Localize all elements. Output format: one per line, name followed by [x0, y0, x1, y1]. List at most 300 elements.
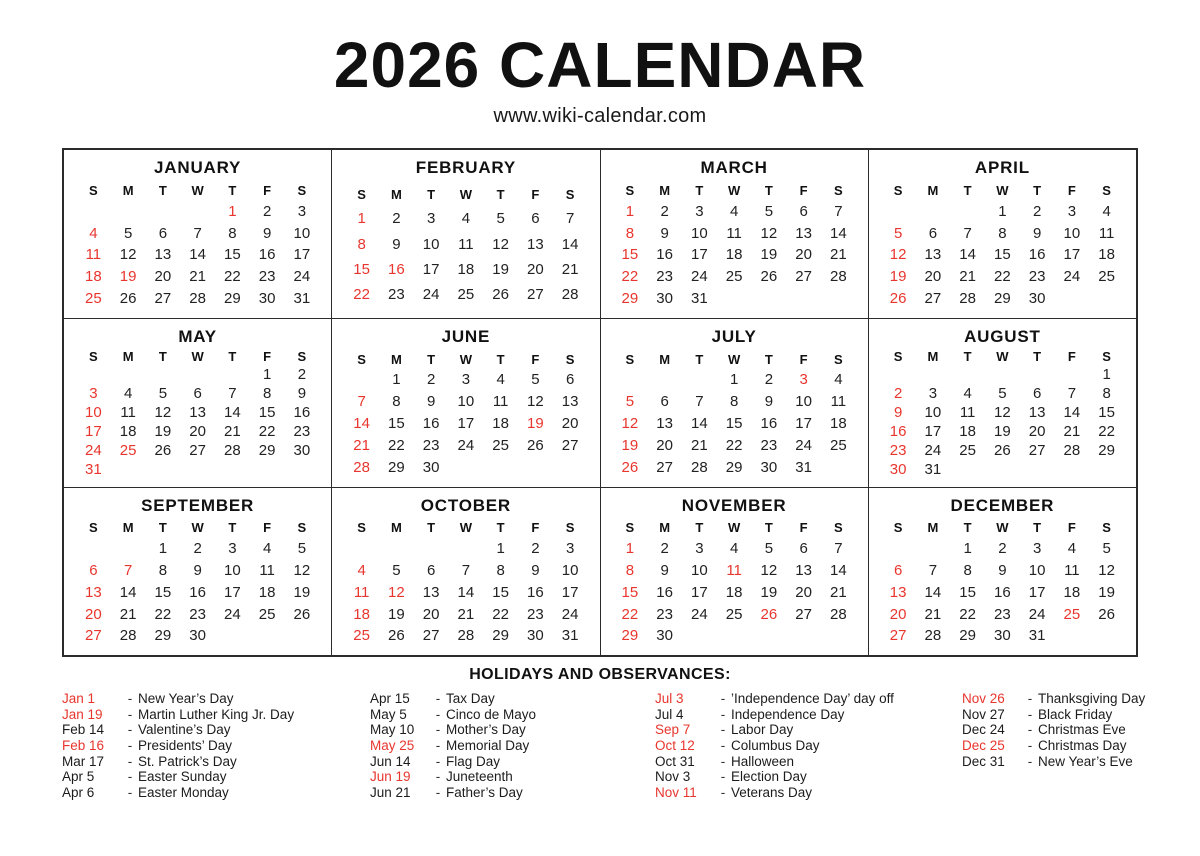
week-row	[344, 393, 587, 410]
holiday-date: Jul 4	[655, 706, 684, 722]
weekday-header: S	[89, 348, 98, 364]
month-title: FEBRUARY	[415, 158, 516, 178]
week-row	[76, 268, 319, 285]
day-number: 25	[830, 436, 847, 454]
holiday-item	[370, 769, 655, 785]
day-number: 28	[189, 289, 206, 307]
day-number: 8	[392, 393, 401, 411]
day-number: 13	[656, 415, 673, 433]
day-number: 12	[388, 583, 405, 601]
day-number: 30	[1028, 289, 1046, 307]
month-july	[601, 319, 868, 487]
holiday-separator: -	[720, 753, 726, 769]
month-grid	[613, 347, 856, 481]
empty-day-cell	[717, 627, 752, 644]
holiday-name: Columbus Day	[731, 737, 820, 753]
day-number: 21	[189, 268, 206, 286]
day-number: 24	[85, 442, 102, 460]
day-number: 30	[656, 289, 673, 307]
empty-day-cell	[414, 540, 449, 557]
holiday-name: Tax Day	[446, 691, 495, 707]
holiday-date: Dec 25	[962, 737, 1005, 753]
weekday-header: W	[459, 186, 473, 202]
empty-day-cell	[344, 540, 379, 557]
holiday-name: Valentine’s Day	[138, 722, 231, 738]
day-number: 26	[293, 605, 311, 623]
day-number: 21	[924, 605, 942, 623]
weekday-header-row	[344, 352, 587, 367]
month-title: OCTOBER	[420, 495, 512, 515]
weekday-header: T	[1033, 348, 1042, 364]
day-number: 19	[994, 423, 1011, 441]
week-row	[613, 246, 856, 263]
day-number: 6	[799, 540, 808, 558]
day-number: 12	[1098, 561, 1115, 579]
day-number: 2	[764, 371, 774, 389]
day-number: 11	[259, 561, 275, 579]
day-number: 3	[799, 371, 808, 389]
holiday-item	[655, 691, 962, 707]
day-number: 18	[258, 583, 276, 601]
week-row	[344, 210, 587, 227]
day-number: 5	[764, 540, 774, 558]
day-number: 6	[799, 202, 808, 220]
week-row	[76, 423, 319, 440]
day-number: 1	[392, 371, 401, 389]
week-row	[344, 437, 587, 454]
day-number: 7	[228, 385, 237, 403]
holiday-separator: -	[127, 753, 133, 769]
weekday-header: M	[927, 182, 939, 198]
day-number: 11	[830, 393, 847, 411]
day-number: 25	[725, 268, 743, 286]
month-grid	[344, 347, 587, 481]
day-number: 23	[422, 436, 440, 454]
empty-day-cell	[111, 366, 146, 383]
day-number: 2	[262, 202, 272, 220]
day-number: 7	[928, 561, 938, 579]
empty-day-cell	[250, 627, 285, 644]
holiday-item	[655, 769, 962, 785]
weekday-header-row	[881, 349, 1124, 364]
day-number: 23	[293, 423, 311, 441]
day-number: 2	[998, 540, 1007, 558]
holiday-item	[62, 738, 370, 754]
day-number: 21	[959, 268, 976, 286]
holiday-separator: -	[435, 769, 441, 785]
day-number: 25	[725, 605, 743, 623]
day-number: 20	[85, 605, 102, 623]
empty-day-cell	[76, 540, 111, 557]
holiday-name: Easter Monday	[138, 784, 229, 800]
weekday-header: F	[799, 520, 808, 536]
weekday-header-row	[344, 520, 587, 535]
empty-day-cell	[285, 627, 320, 644]
day-number: 1	[1102, 366, 1111, 383]
day-number: 27	[527, 286, 544, 304]
weekday-header: S	[1102, 348, 1111, 364]
day-number: 13	[795, 224, 812, 242]
empty-day-cell	[916, 203, 951, 220]
day-number: 15	[388, 415, 405, 433]
day-number: 12	[621, 415, 639, 433]
day-number: 22	[725, 436, 743, 454]
day-number: 4	[834, 371, 843, 389]
day-number: 13	[527, 235, 544, 253]
month-title: NOVEMBER	[681, 495, 787, 515]
holiday-separator: -	[435, 691, 441, 707]
holiday-date: Apr 15	[370, 691, 410, 707]
day-number: 26	[154, 442, 172, 460]
day-number: 10	[691, 224, 708, 242]
day-number: 26	[1098, 605, 1115, 623]
holiday-name: New Year’s Day	[138, 691, 234, 707]
day-number: 26	[492, 286, 509, 304]
day-number: 28	[119, 627, 137, 645]
day-number: 10	[924, 404, 942, 422]
weekday-header: T	[963, 520, 972, 536]
weekday-header: M	[659, 351, 671, 367]
month-march	[601, 150, 868, 318]
holiday-separator: -	[127, 769, 133, 785]
day-number: 14	[189, 246, 206, 264]
empty-day-cell	[1055, 627, 1090, 644]
day-number: 8	[963, 561, 972, 579]
month-grid	[76, 178, 319, 312]
weekday-header: W	[191, 348, 204, 364]
day-number: 25	[1098, 268, 1115, 286]
day-number: 3	[228, 540, 237, 558]
day-number: 7	[565, 210, 575, 228]
empty-day-cell	[215, 366, 250, 383]
holiday-separator: -	[1027, 706, 1033, 722]
day-number: 4	[729, 202, 739, 220]
holiday-column	[370, 691, 655, 800]
holiday-item	[62, 691, 370, 707]
day-number: 17	[924, 423, 942, 441]
day-number: 27	[1028, 442, 1046, 460]
day-number: 15	[994, 246, 1011, 264]
holiday-item	[370, 785, 655, 801]
day-number: 22	[621, 268, 639, 286]
day-number: 2	[297, 366, 307, 383]
week-row	[76, 366, 319, 383]
weekday-header: W	[727, 182, 741, 198]
month-title: MARCH	[700, 158, 768, 178]
day-number: 13	[795, 561, 812, 579]
day-number: 24	[293, 268, 311, 286]
week-row	[613, 606, 856, 623]
day-number: 5	[158, 385, 168, 403]
holiday-item	[62, 769, 370, 785]
day-number: 11	[492, 393, 509, 411]
weekday-header: S	[565, 186, 575, 202]
week-row	[613, 627, 856, 644]
day-number: 1	[625, 540, 635, 558]
day-number: 22	[959, 605, 976, 623]
day-number: 24	[561, 605, 579, 623]
day-number: 19	[1098, 583, 1115, 601]
empty-day-cell	[682, 371, 717, 388]
empty-day-cell	[483, 459, 518, 476]
day-number: 19	[621, 436, 639, 454]
day-number: 31	[795, 458, 812, 476]
day-number: 1	[963, 540, 972, 558]
week-row	[613, 459, 856, 476]
day-number: 27	[85, 627, 102, 645]
day-number: 30	[527, 627, 544, 645]
day-number: 14	[1063, 404, 1081, 422]
month-grid	[613, 178, 856, 312]
empty-day-cell	[985, 461, 1020, 478]
day-number: 24	[1063, 268, 1081, 286]
day-number: 30	[656, 627, 673, 645]
weekday-header: M	[659, 520, 671, 536]
holiday-date: Nov 26	[962, 691, 1005, 707]
day-number: 22	[154, 605, 172, 623]
week-row	[881, 627, 1124, 644]
day-number: 9	[660, 561, 669, 579]
day-number: 27	[422, 627, 440, 645]
day-number: 29	[1098, 442, 1115, 460]
weekday-header: S	[297, 348, 307, 364]
holiday-item	[962, 754, 1160, 770]
day-number: 16	[760, 415, 778, 433]
day-number: 28	[561, 286, 579, 304]
day-number: 11	[120, 404, 136, 422]
month-title: JULY	[711, 326, 757, 346]
weekday-header: M	[659, 182, 671, 198]
holiday-column	[655, 691, 962, 800]
month-title: JANUARY	[154, 158, 242, 178]
day-number: 6	[193, 385, 202, 403]
weekday-header: M	[390, 520, 402, 536]
day-number: 17	[1063, 246, 1081, 264]
day-number: 12	[492, 235, 509, 253]
day-number: 18	[1098, 246, 1115, 264]
day-number: 24	[457, 436, 475, 454]
empty-day-cell	[1089, 290, 1124, 307]
month-august	[869, 319, 1136, 487]
day-number: 24	[1028, 605, 1046, 623]
weekday-header: M	[122, 348, 134, 364]
weekday-header-row	[76, 349, 319, 364]
day-number: 30	[189, 627, 206, 645]
day-number: 22	[388, 436, 405, 454]
day-number: 10	[457, 393, 475, 411]
day-number: 4	[963, 385, 972, 403]
day-number: 12	[760, 561, 778, 579]
day-number: 23	[527, 605, 544, 623]
holiday-date: Mar 17	[62, 753, 105, 769]
day-number: 6	[531, 210, 540, 228]
day-number: 28	[224, 442, 241, 460]
day-number: 7	[695, 393, 704, 411]
weekday-header: W	[996, 348, 1009, 364]
week-row	[344, 584, 587, 601]
day-number: 9	[531, 561, 540, 579]
day-number: 8	[496, 561, 505, 579]
day-number: 31	[1028, 627, 1046, 645]
week-row	[76, 584, 319, 601]
empty-day-cell	[180, 366, 215, 383]
day-number: 4	[89, 224, 98, 242]
day-number: 4	[1067, 540, 1077, 558]
holiday-separator: -	[127, 737, 133, 753]
week-row	[881, 442, 1124, 459]
holiday-date: Nov 27	[962, 706, 1005, 722]
weekday-header: M	[927, 348, 939, 364]
day-number: 16	[189, 583, 206, 601]
week-row	[881, 366, 1124, 383]
day-number: 9	[998, 561, 1007, 579]
week-row	[76, 203, 319, 220]
holiday-name: Election Day	[731, 769, 807, 785]
holidays-heading: HOLIDAYS AND OBSERVANCES:	[469, 666, 731, 684]
week-row	[344, 286, 587, 303]
day-number: 16	[527, 583, 544, 601]
weekday-header: T	[158, 520, 167, 536]
weekday-header: S	[297, 182, 307, 198]
holiday-separator: -	[1027, 737, 1033, 753]
day-number: 21	[830, 583, 847, 601]
day-number: 18	[1063, 583, 1081, 601]
holiday-item	[62, 754, 370, 770]
holiday-name: Black Friday	[1038, 706, 1113, 722]
weekday-header: T	[1033, 182, 1042, 198]
weekday-header: S	[89, 182, 98, 198]
holiday-name: Martin Luther King Jr. Day	[138, 706, 295, 722]
day-number: 19	[760, 583, 778, 601]
day-number: 17	[224, 583, 241, 601]
day-number: 5	[998, 385, 1007, 403]
holiday-date: Jan 1	[62, 691, 96, 707]
day-number: 2	[193, 540, 202, 558]
empty-day-cell	[111, 203, 146, 220]
empty-day-cell	[881, 366, 916, 383]
day-number: 24	[795, 436, 812, 454]
day-number: 26	[760, 268, 778, 286]
weekday-header: T	[496, 186, 505, 202]
weekday-header: T	[1033, 520, 1042, 536]
empty-day-cell	[553, 459, 588, 476]
day-number: 7	[834, 202, 843, 220]
month-grid	[881, 516, 1124, 650]
day-number: 17	[1028, 583, 1046, 601]
day-number: 27	[795, 605, 812, 623]
empty-day-cell	[215, 627, 250, 644]
empty-day-cell	[146, 366, 181, 383]
day-number: 30	[293, 442, 311, 460]
day-number: 2	[426, 371, 436, 389]
day-number: 17	[561, 583, 579, 601]
weekday-header-row	[613, 352, 856, 367]
weekday-header: F	[799, 182, 808, 198]
day-number: 20	[924, 268, 942, 286]
day-number: 20	[189, 423, 206, 441]
day-number: 17	[691, 583, 708, 601]
empty-day-cell	[518, 459, 553, 476]
day-number: 27	[656, 458, 673, 476]
day-number: 20	[656, 436, 673, 454]
day-number: 3	[565, 540, 575, 558]
day-number: 23	[388, 286, 405, 304]
day-number: 19	[154, 423, 172, 441]
weekday-header-row	[613, 183, 856, 198]
weekday-header: T	[963, 182, 972, 198]
weekday-header: F	[263, 182, 272, 198]
day-number: 10	[691, 561, 708, 579]
holiday-separator: -	[127, 691, 133, 707]
day-number: 20	[795, 246, 812, 264]
holiday-separator: -	[435, 737, 441, 753]
day-number: 12	[154, 404, 172, 422]
weekday-header: S	[297, 520, 307, 536]
day-number: 9	[764, 393, 774, 411]
empty-day-cell	[344, 371, 379, 388]
day-number: 23	[656, 605, 673, 623]
day-number: 31	[691, 289, 708, 307]
empty-day-cell	[379, 540, 414, 557]
day-number: 6	[89, 561, 98, 579]
weekday-header: S	[834, 351, 843, 367]
weekday-header-row	[881, 520, 1124, 535]
day-number: 18	[85, 268, 102, 286]
holiday-separator: -	[720, 769, 726, 785]
day-number: 14	[224, 404, 241, 422]
site-url: www.wiki-calendar.com	[493, 105, 707, 128]
holiday-date: Jan 19	[62, 706, 103, 722]
month-grid	[344, 178, 587, 312]
week-row	[613, 437, 856, 454]
day-number: 11	[1064, 561, 1080, 579]
empty-day-cell	[1055, 366, 1090, 383]
day-number: 1	[496, 540, 505, 558]
weekday-header: F	[1067, 182, 1076, 198]
month-grid	[344, 516, 587, 650]
day-number: 23	[889, 442, 907, 460]
weekday-header: T	[695, 351, 704, 367]
weekday-header: T	[158, 182, 167, 198]
day-number: 25	[492, 436, 509, 454]
day-number: 21	[224, 423, 241, 441]
day-number: 23	[258, 268, 276, 286]
day-number: 3	[695, 540, 704, 558]
empty-day-cell	[146, 461, 181, 478]
empty-day-cell	[146, 203, 181, 220]
week-row	[881, 385, 1124, 402]
weekday-header: T	[764, 351, 773, 367]
day-number: 18	[457, 260, 475, 278]
weekday-header: S	[357, 186, 366, 202]
week-row	[76, 442, 319, 459]
day-number: 8	[1102, 385, 1111, 403]
day-number: 5	[893, 224, 903, 242]
day-number: 28	[830, 268, 847, 286]
day-number: 12	[994, 404, 1011, 422]
holiday-date: May 5	[370, 706, 407, 722]
day-number: 22	[621, 605, 639, 623]
week-row	[881, 246, 1124, 263]
day-number: 26	[994, 442, 1011, 460]
weekday-header: S	[834, 520, 843, 536]
day-number: 16	[1028, 246, 1046, 264]
weekday-header: T	[695, 520, 704, 536]
day-number: 13	[85, 583, 102, 601]
day-number: 15	[224, 246, 241, 264]
weekday-header: T	[158, 348, 167, 364]
week-row	[344, 540, 587, 557]
